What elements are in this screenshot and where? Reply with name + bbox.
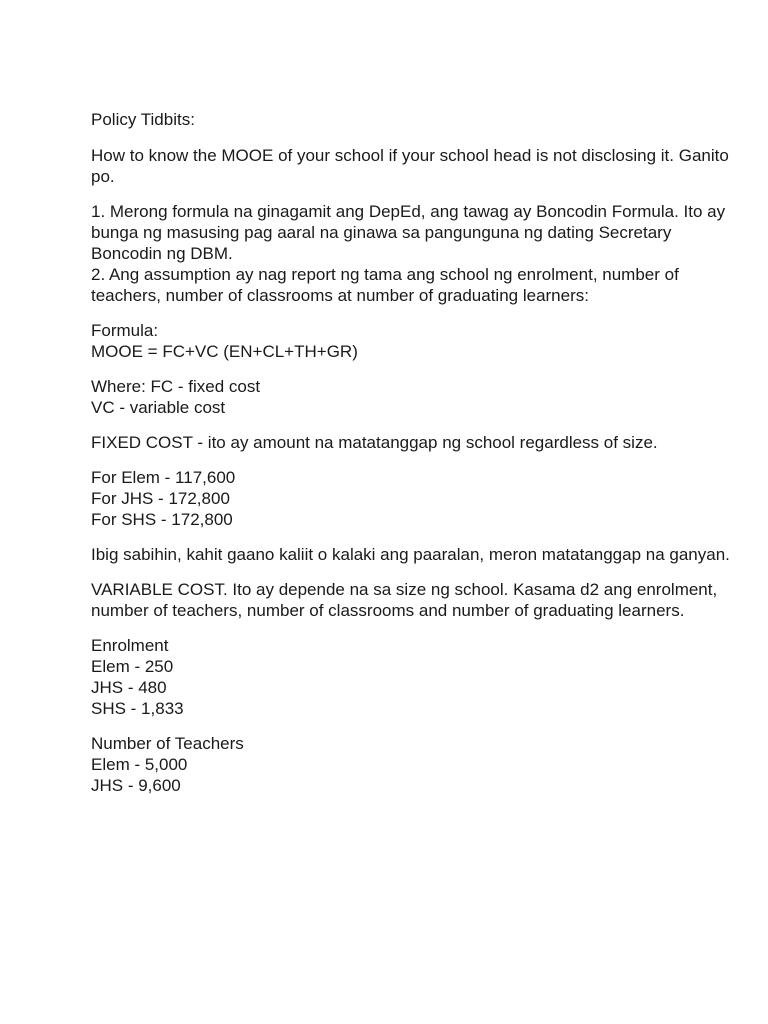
enrolment-elem: Elem - 250 xyxy=(91,657,174,676)
teachers-list xyxy=(91,733,731,796)
where-vc: VC - variable cost xyxy=(91,398,226,417)
fixed-cost-description: FIXED COST - ito ay amount na matatanggap ng school regardless of size. xyxy=(91,433,658,452)
fixed-cost-elem: For Elem - 117,600 xyxy=(91,468,236,487)
teachers-elem: Elem - 5,000 xyxy=(91,755,188,774)
where-fc: Where: FC - fixed cost xyxy=(91,377,261,396)
formula-block xyxy=(91,320,731,362)
point-1: 1. Merong formula na ginagamit ang DepEd, ang tawag ay Boncodin Formula. Ito ay bunga ng masusing pag aaral na ginawa sa pangunguna ng dating Secretary Boncodin ng DBM. xyxy=(91,202,726,263)
enrolment-label: Enrolment xyxy=(91,636,169,655)
document-title: Policy Tidbits: xyxy=(91,110,195,129)
enrolment-list xyxy=(91,635,731,719)
fixed-cost-list xyxy=(91,467,731,530)
enrolment-shs: SHS - 1,833 xyxy=(91,699,184,718)
formula-expression: MOOE = FC+VC (EN+CL+TH+GR) xyxy=(91,342,358,361)
ibig-sabihin-paragraph: Ibig sabihin, kahit gaano kaliit o kalaki ang paaralan, meron matatanggap na ganyan. xyxy=(91,545,730,564)
teachers-jhs: JHS - 9,600 xyxy=(91,776,181,795)
formula-label: Formula: xyxy=(91,321,159,340)
fixed-cost-shs: For SHS - 172,800 xyxy=(91,510,233,529)
variable-cost-description: VARIABLE COST. Ito ay depende na sa size ng school. Kasama d2 ang enrolment, number of teachers, number of classrooms and number of graduating learners. xyxy=(91,580,718,620)
point-2: 2. Ang assumption ay nag report ng tama ang school ng enrolment, number of teachers, number of classrooms at number of graduating learners: xyxy=(91,265,679,305)
fixed-cost-jhs: For JHS - 172,800 xyxy=(91,489,230,508)
document-body xyxy=(91,109,731,810)
points-paragraph xyxy=(91,201,731,306)
intro-paragraph: How to know the MOOE of your school if your school head is not disclosing it. Ganito po. xyxy=(91,146,729,186)
where-block xyxy=(91,376,731,418)
teachers-label: Number of Teachers xyxy=(91,734,244,753)
enrolment-jhs: JHS - 480 xyxy=(91,678,167,697)
